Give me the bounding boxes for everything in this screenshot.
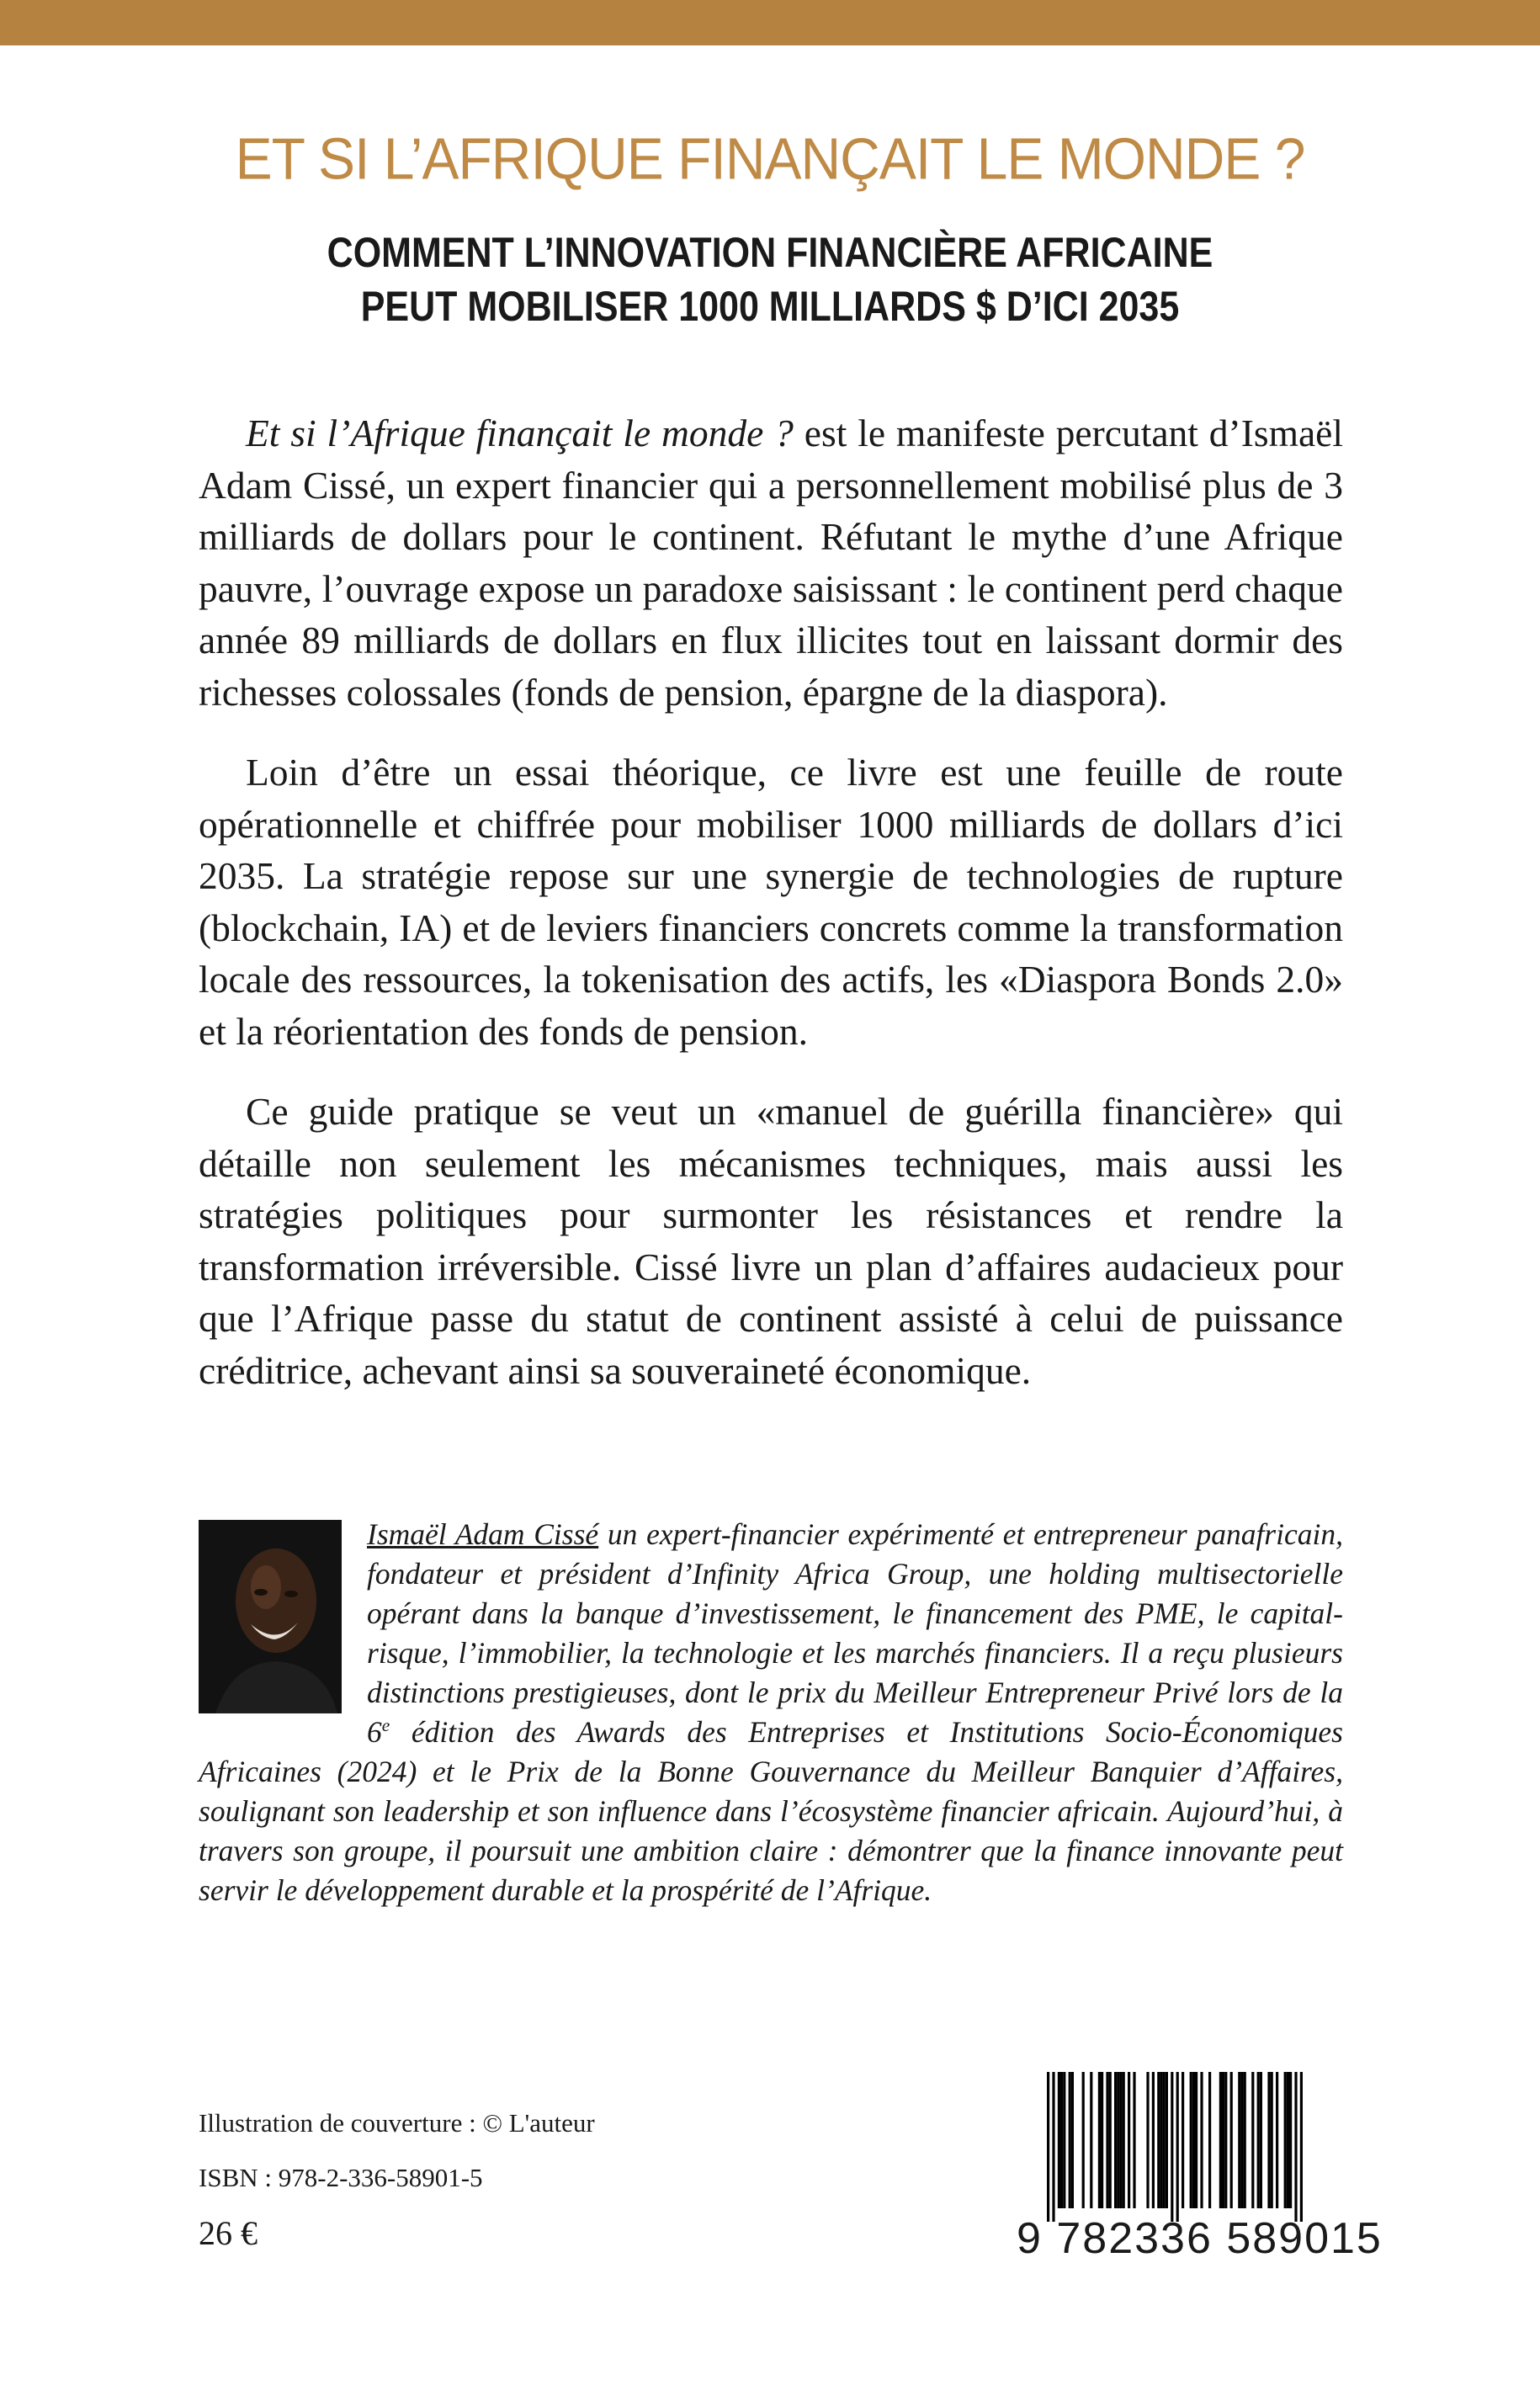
subtitle-line-2: PEUT MOBILISER 1000 MILLIARDS $ D’ICI 2035 xyxy=(360,283,1180,330)
barcode-bar xyxy=(1152,2072,1155,2208)
barcode-bar xyxy=(1109,2072,1112,2208)
barcode-bar xyxy=(1182,2072,1184,2208)
blurb-paragraph-2: Loin d’être un essai théorique, ce livre est une feuille de route opérationnelle et chiffrée pour mobiliser 1000 milliards de dollars d’ici 2035. La stratégie repose sur une synergie de technologies de rupture (blockchain, IA) et de leviers financiers concrets comme la transformation locale des ressources, la tokenisation des actifs, les «Diaspora Bonds 2.0» et la réorientation des fonds de pension. xyxy=(199,751,1343,1053)
barcode-bar xyxy=(1128,2072,1130,2208)
barcode-bar xyxy=(1276,2072,1278,2208)
barcode-bar xyxy=(1060,2072,1063,2208)
barcode-bar xyxy=(1071,2072,1074,2208)
barcode-bar xyxy=(1287,2072,1289,2208)
price: 26 € xyxy=(199,2214,258,2252)
bio-text-part-2: édition des Awards des Entreprises et Institutions Socio-Économiques Africaines (2024) et le Prix de la Bonne Gouvernance du Meilleur Banquier d’Affaires, soulignant son leadership et son influence dans l’écosystème financier africain. Aujourd’hui, à travers son groupe, il poursuit une ambition claire : démontrer que la finance innovante peut servir le développement durable et la prospérité de l’Afrique. xyxy=(199,1715,1343,1907)
barcode-bar xyxy=(1222,2072,1224,2208)
barcode-bar xyxy=(1271,2072,1273,2208)
blurb-title-reference: Et si l’Afrique finançait le monde ? xyxy=(246,412,794,454)
barcode-bar xyxy=(1114,2072,1117,2208)
barcode-bar xyxy=(1098,2072,1101,2208)
barcode-bar xyxy=(1289,2072,1292,2208)
barcode-bar xyxy=(1238,2072,1240,2208)
barcode-bar xyxy=(1123,2072,1125,2208)
barcode-bar xyxy=(1082,2072,1085,2208)
barcode-bar xyxy=(1195,2072,1197,2208)
barcode-bar xyxy=(1052,2072,1054,2222)
barcode-bar xyxy=(1192,2072,1195,2208)
barcode-bar xyxy=(1267,2072,1270,2208)
subtitle-line-1: COMMENT L’INNOVATION FINANCIÈRE AFRICAINE xyxy=(327,229,1213,276)
book-subtitle xyxy=(108,226,1432,333)
barcode-bar xyxy=(1230,2072,1233,2208)
cover-illustration-credit: Illustration de couverture : © L'auteur xyxy=(199,2108,595,2138)
barcode-bar xyxy=(1200,2072,1203,2208)
barcode-bar xyxy=(1058,2072,1060,2208)
barcode-bar xyxy=(1224,2072,1227,2208)
author-name: Ismaël Adam Cissé xyxy=(367,1517,599,1551)
barcode-bar xyxy=(1240,2072,1243,2208)
barcode-bar xyxy=(1117,2072,1119,2208)
barcode-bar xyxy=(1090,2072,1092,2208)
barcode-bar xyxy=(1163,2072,1166,2208)
barcode-bar xyxy=(1119,2072,1122,2208)
barcode-bar xyxy=(1146,2072,1149,2208)
bio-text-part-1: un expert-financier expérimenté et entrepreneur panafricain, fondateur et président d’Infinity Africa Group, une holding multisectorielle opérant dans la banque d’investissement, le financement des PME, le capital-risque, l’immobilier, la technologie et les marchés financiers. Il a reçu plusieurs distinctions prestigieuses, dont le prix du Meilleur Entrepreneur Privé lors de la 6 xyxy=(367,1517,1343,1749)
author-bio xyxy=(199,1515,1343,1910)
isbn: ISBN : 978-2-336-58901-5 xyxy=(199,2163,483,2192)
barcode-bar xyxy=(1208,2072,1211,2208)
blurb-paragraph-3: Ce guide pratique se veut un «manuel de guérilla financière» qui détaille non seulement les mécanismes techniques, mais aussi les stratégies politiques pour surmonter les résistances et rendre la transformation irréversible. Cissé livre un plan d’affaires audacieux pour que l’Afrique passe du statut de continent assisté à celui de puissance créditrice, achevant ainsi sa souveraineté économique. xyxy=(199,1090,1343,1392)
barcode-bar xyxy=(1294,2072,1297,2222)
barcode-bar xyxy=(1251,2072,1254,2208)
barcode-bar xyxy=(1244,2072,1246,2208)
barcode-bar xyxy=(1257,2072,1260,2208)
bio-superscript: e xyxy=(381,1715,390,1736)
barcode-bar xyxy=(1284,2072,1287,2208)
barcode-digits: 9 782336 589015 xyxy=(1017,2214,1383,2263)
top-color-band xyxy=(0,0,1540,45)
book-title: ET SI L’AFRIQUE FINANÇAIT LE MONDE ? xyxy=(235,125,1305,192)
barcode-bar xyxy=(1160,2072,1162,2208)
barcode-bar xyxy=(1190,2072,1192,2208)
barcode-bar xyxy=(1219,2072,1222,2208)
author-portrait xyxy=(199,1520,342,1713)
blurb-paragraph-1 xyxy=(199,407,1343,718)
barcode-bar xyxy=(1176,2072,1179,2222)
barcode-bar xyxy=(1157,2072,1160,2208)
blurb xyxy=(199,407,1343,1425)
barcode-bar xyxy=(1101,2072,1103,2208)
barcode-bar xyxy=(1260,2072,1262,2208)
blurb-paragraph-1-text: est le manifeste percutant d’Ismaël Adam Cissé, un expert financier qui a personnellement mobilisé plus de 3 milliards de dollars pour le continent. Réfutant le mythe d’une Afrique pauvre, l’ouvrage expose un paradoxe saisissant : le continent perd chaque année 89 milliards de dollars en flux illicites tout en laissant dormir des richesses colossales (fonds de pension, épargne de la diaspora). xyxy=(199,412,1343,714)
barcode-bar xyxy=(1166,2072,1168,2208)
barcode-bar xyxy=(1133,2072,1135,2208)
barcode-bar xyxy=(1171,2072,1173,2222)
barcode-bar xyxy=(1300,2072,1303,2222)
barcode-bar xyxy=(1047,2072,1049,2222)
barcode-bar xyxy=(1063,2072,1065,2208)
barcode-bar xyxy=(1069,2072,1071,2208)
barcode-bar xyxy=(1106,2072,1108,2208)
